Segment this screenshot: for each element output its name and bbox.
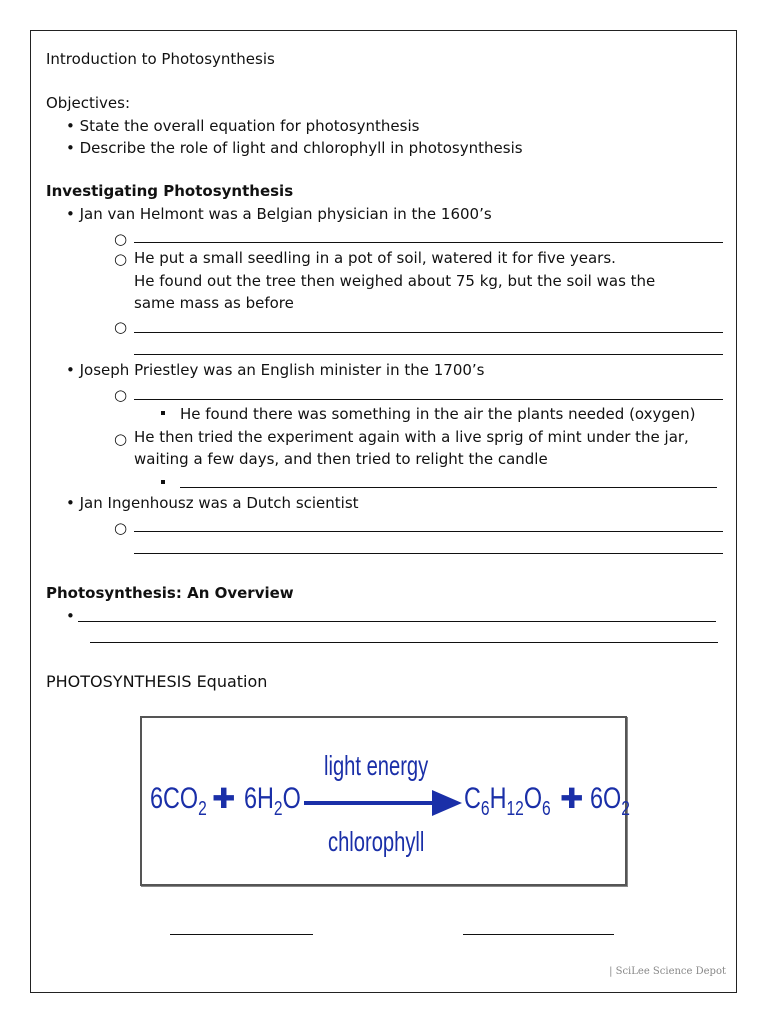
helmont-item: • Jan van Helmont was a Belgian physician in the 1600’s <box>66 205 492 223</box>
sub-bullet: ○ <box>114 250 128 268</box>
answer-line[interactable] <box>134 553 723 554</box>
priestley-detail-line: He then tried the experiment again with a live sprig of mint under the jar, <box>134 428 689 446</box>
product-glucose: $C_6H_{12}O_6$ <box>464 782 551 820</box>
helmont-detail-line: He found out the tree then weighed about 75 kg, but the soil was the <box>134 272 656 290</box>
helmont-detail-line: same mass as before <box>134 294 294 312</box>
page-title: Introduction to Photosynthesis <box>46 50 275 68</box>
priestley-detail: He found there was something in the air the plants needed (oxygen) <box>180 405 696 423</box>
sub-bullet: ○ <box>114 386 128 404</box>
reaction-arrow-icon <box>304 788 464 818</box>
plus-sign: ✚ <box>212 783 236 814</box>
sub-bullet: ○ <box>114 318 128 336</box>
plus-sign: ✚ <box>560 783 584 814</box>
objective-item: • Describe the role of light and chlorophyll in photosynthesis <box>66 139 523 157</box>
objective-item: • State the overall equation for photosynthesis <box>66 117 420 135</box>
square-bullet <box>161 480 165 484</box>
equation-box <box>140 716 630 886</box>
answer-line[interactable] <box>463 934 614 935</box>
investigating-heading: Investigating Photosynthesis <box>46 182 294 200</box>
answer-line[interactable] <box>170 934 313 935</box>
overview-bullet: • <box>66 607 75 625</box>
square-bullet <box>161 411 165 415</box>
answer-line[interactable] <box>134 242 723 243</box>
reactant-co2: $6CO_2$ <box>150 782 207 820</box>
answer-line[interactable] <box>180 487 717 488</box>
answer-line[interactable] <box>134 332 723 333</box>
equation-heading: PHOTOSYNTHESIS Equation <box>46 672 268 691</box>
overview-heading: Photosynthesis: An Overview <box>46 584 294 602</box>
product-o2: $6O_2$ <box>590 782 630 820</box>
reactant-h2o: $6H_2O$ <box>244 782 301 820</box>
answer-line[interactable] <box>90 642 718 643</box>
priestley-detail-line: waiting a few days, and then tried to relight the candle <box>134 450 548 468</box>
sub-bullet: ○ <box>114 430 128 448</box>
answer-line[interactable] <box>134 399 723 400</box>
footer-credit: | SciLee Science Depot <box>609 966 726 977</box>
answer-line[interactable] <box>134 531 723 532</box>
sub-bullet: ○ <box>114 519 128 537</box>
priestley-item: • Joseph Priestley was an English minister in the 1700’s <box>66 361 485 379</box>
answer-line[interactable] <box>134 354 723 355</box>
answer-line[interactable] <box>78 621 716 622</box>
objectives-heading: Objectives: <box>46 94 130 112</box>
helmont-detail-line: He put a small seedling in a pot of soil, watered it for five years. <box>134 249 616 267</box>
arrow-label-top: light energy <box>324 750 429 781</box>
ingenhousz-item: • Jan Ingenhousz was a Dutch scientist <box>66 494 359 512</box>
sub-bullet: ○ <box>114 230 128 248</box>
arrow-label-bottom: chlorophyll <box>328 826 425 857</box>
